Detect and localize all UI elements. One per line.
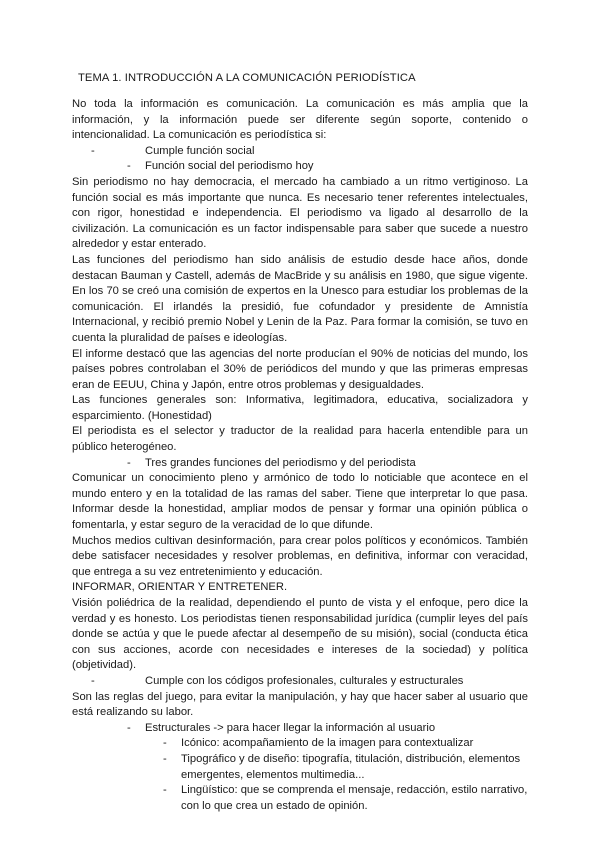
paragraph: Las funciones del periodismo han sido análisis de estudio desde hace años, donde destacan Bauman y Castell, además de MacBride y su análisis en 1980, que sigue vigente. En los 70 se creó una comisión de expertos en la Unesco para estudiar los problemas de la comunicación. El irlandés la presidió, fue cofundador y presidente de Amnistía Internacional, y recibió premio Nobel y Lenin de la Paz. Para formar la comisión, se tuvo en cuenta la pluralidad de países e ideologías. — [72, 253, 528, 344]
bullet-dash: - — [127, 456, 131, 469]
document-body — [72, 97, 528, 814]
list-item-text: Función social del periodismo hoy — [145, 160, 314, 173]
bullet-dash: - — [163, 784, 167, 797]
bullet-dash: - — [127, 160, 131, 173]
list-item — [72, 721, 528, 737]
list-item-text: Estructurales -> para hacer llegar la información al usuario — [145, 721, 436, 734]
paragraph: Son las reglas del juego, para evitar la manipulación, y hay que hacer saber al usuario que está realizando su labor. — [72, 690, 528, 719]
paragraph: Visión poliédrica de la realidad, dependiendo el punto de vista y el enfoque, pero dice la verdad y es honesto. Los periodistas tienen responsabilidad jurídica (cumplir leyes del país donde se actúa y que le puede afectar al desempeño de su misión), social (conducta ética con sus acciones, acorde con necesidades e intereses de la sociedad) y política (objetividad). — [72, 597, 528, 672]
list-item — [72, 144, 528, 160]
list-item-text: Icónico: acompañamiento de la imagen para contextualizar — [181, 737, 474, 750]
bullet-dash: - — [127, 721, 131, 734]
page-title: TEMA 1. INTRODUCCIÓN A LA COMUNICACIÓN PERIODÍSTICA — [78, 72, 416, 84]
paragraph: Comunicar un conocimiento pleno y armónico de todo lo noticiable que acontece en el mundo entero y en la totalidad de las ramas del saber. Tiene que interpretar lo que pasa. Informar desde la honestidad, ampliar modos de pensar y formar una opinión pública o fomentarla, y estar seguro de la veracidad de lo que difunde. — [72, 472, 528, 532]
list-item — [72, 456, 528, 472]
bullet-dash: - — [91, 144, 95, 157]
list-item-text: Tres grandes funciones del periodismo y del periodista — [145, 456, 416, 469]
paragraph: Las funciones generales son: Informativa, legitimadora, educativa, socializadora y esparcimiento. (Honestidad) — [72, 394, 528, 422]
paragraph: No toda la información es comunicación. La comunicación es más amplia que la información, y la información puede ser diferente según soporte, contenido o intencionalidad. La comunicación es periodística si: — [72, 98, 528, 142]
list-item — [72, 783, 528, 814]
paragraph: Muchos medios cultivan desinformación, para crear polos políticos y económicos. También debe satisfacer necesidades y resolver problemas, en definitiva, informar con veracidad, que entrega a su vez entretenimiento y educación. — [72, 534, 528, 578]
paragraph: El periodista es el selector y traductor de la realidad para hacerla entendible para un público heterogéneo. — [72, 425, 528, 454]
list-item-text: Cumple función social — [145, 144, 255, 157]
bullet-dash: - — [163, 752, 167, 765]
paragraph: Sin periodismo no hay democracia, el mercado ha cambiado a un ritmo vertiginoso. La función social es más importante que nunca. Es necesario tener referentes intelectuales, con rigor, honestidad e independencia. El periodismo va ligado al desarrollo de la civilización. La comunicación es un factor indispensable para saber que sucede a nuestro alrededor y estar enterado. — [72, 175, 528, 251]
paragraph: INFORMAR, ORIENTAR Y ENTRETENER. — [72, 581, 288, 594]
list-item — [72, 159, 528, 175]
list-item-text: Tipográfico y de diseño: tipografía, titulación, distribución, elementos emergentes, elementos multimedia... — [181, 752, 521, 781]
list-item-text: Cumple con los códigos profesionales, culturales y estructurales — [145, 674, 464, 687]
list-item-text: Lingüístico: que se comprenda el mensaje, redacción, estilo narrativo, con lo que crea un estado de opinión. — [181, 784, 528, 812]
list-item — [72, 736, 528, 752]
bullet-dash: - — [91, 674, 95, 687]
bullet-dash: - — [163, 737, 167, 750]
list-item — [72, 674, 528, 690]
list-item — [72, 752, 528, 783]
paragraph: El informe destacó que las agencias del norte producían el 90% de noticias del mundo, los países pobres controlaban el 30% de periódicos del mundo y que las primeras empresas eran de EEUU, China y Japón, entre otros problemas y desigualdades. — [72, 347, 528, 391]
